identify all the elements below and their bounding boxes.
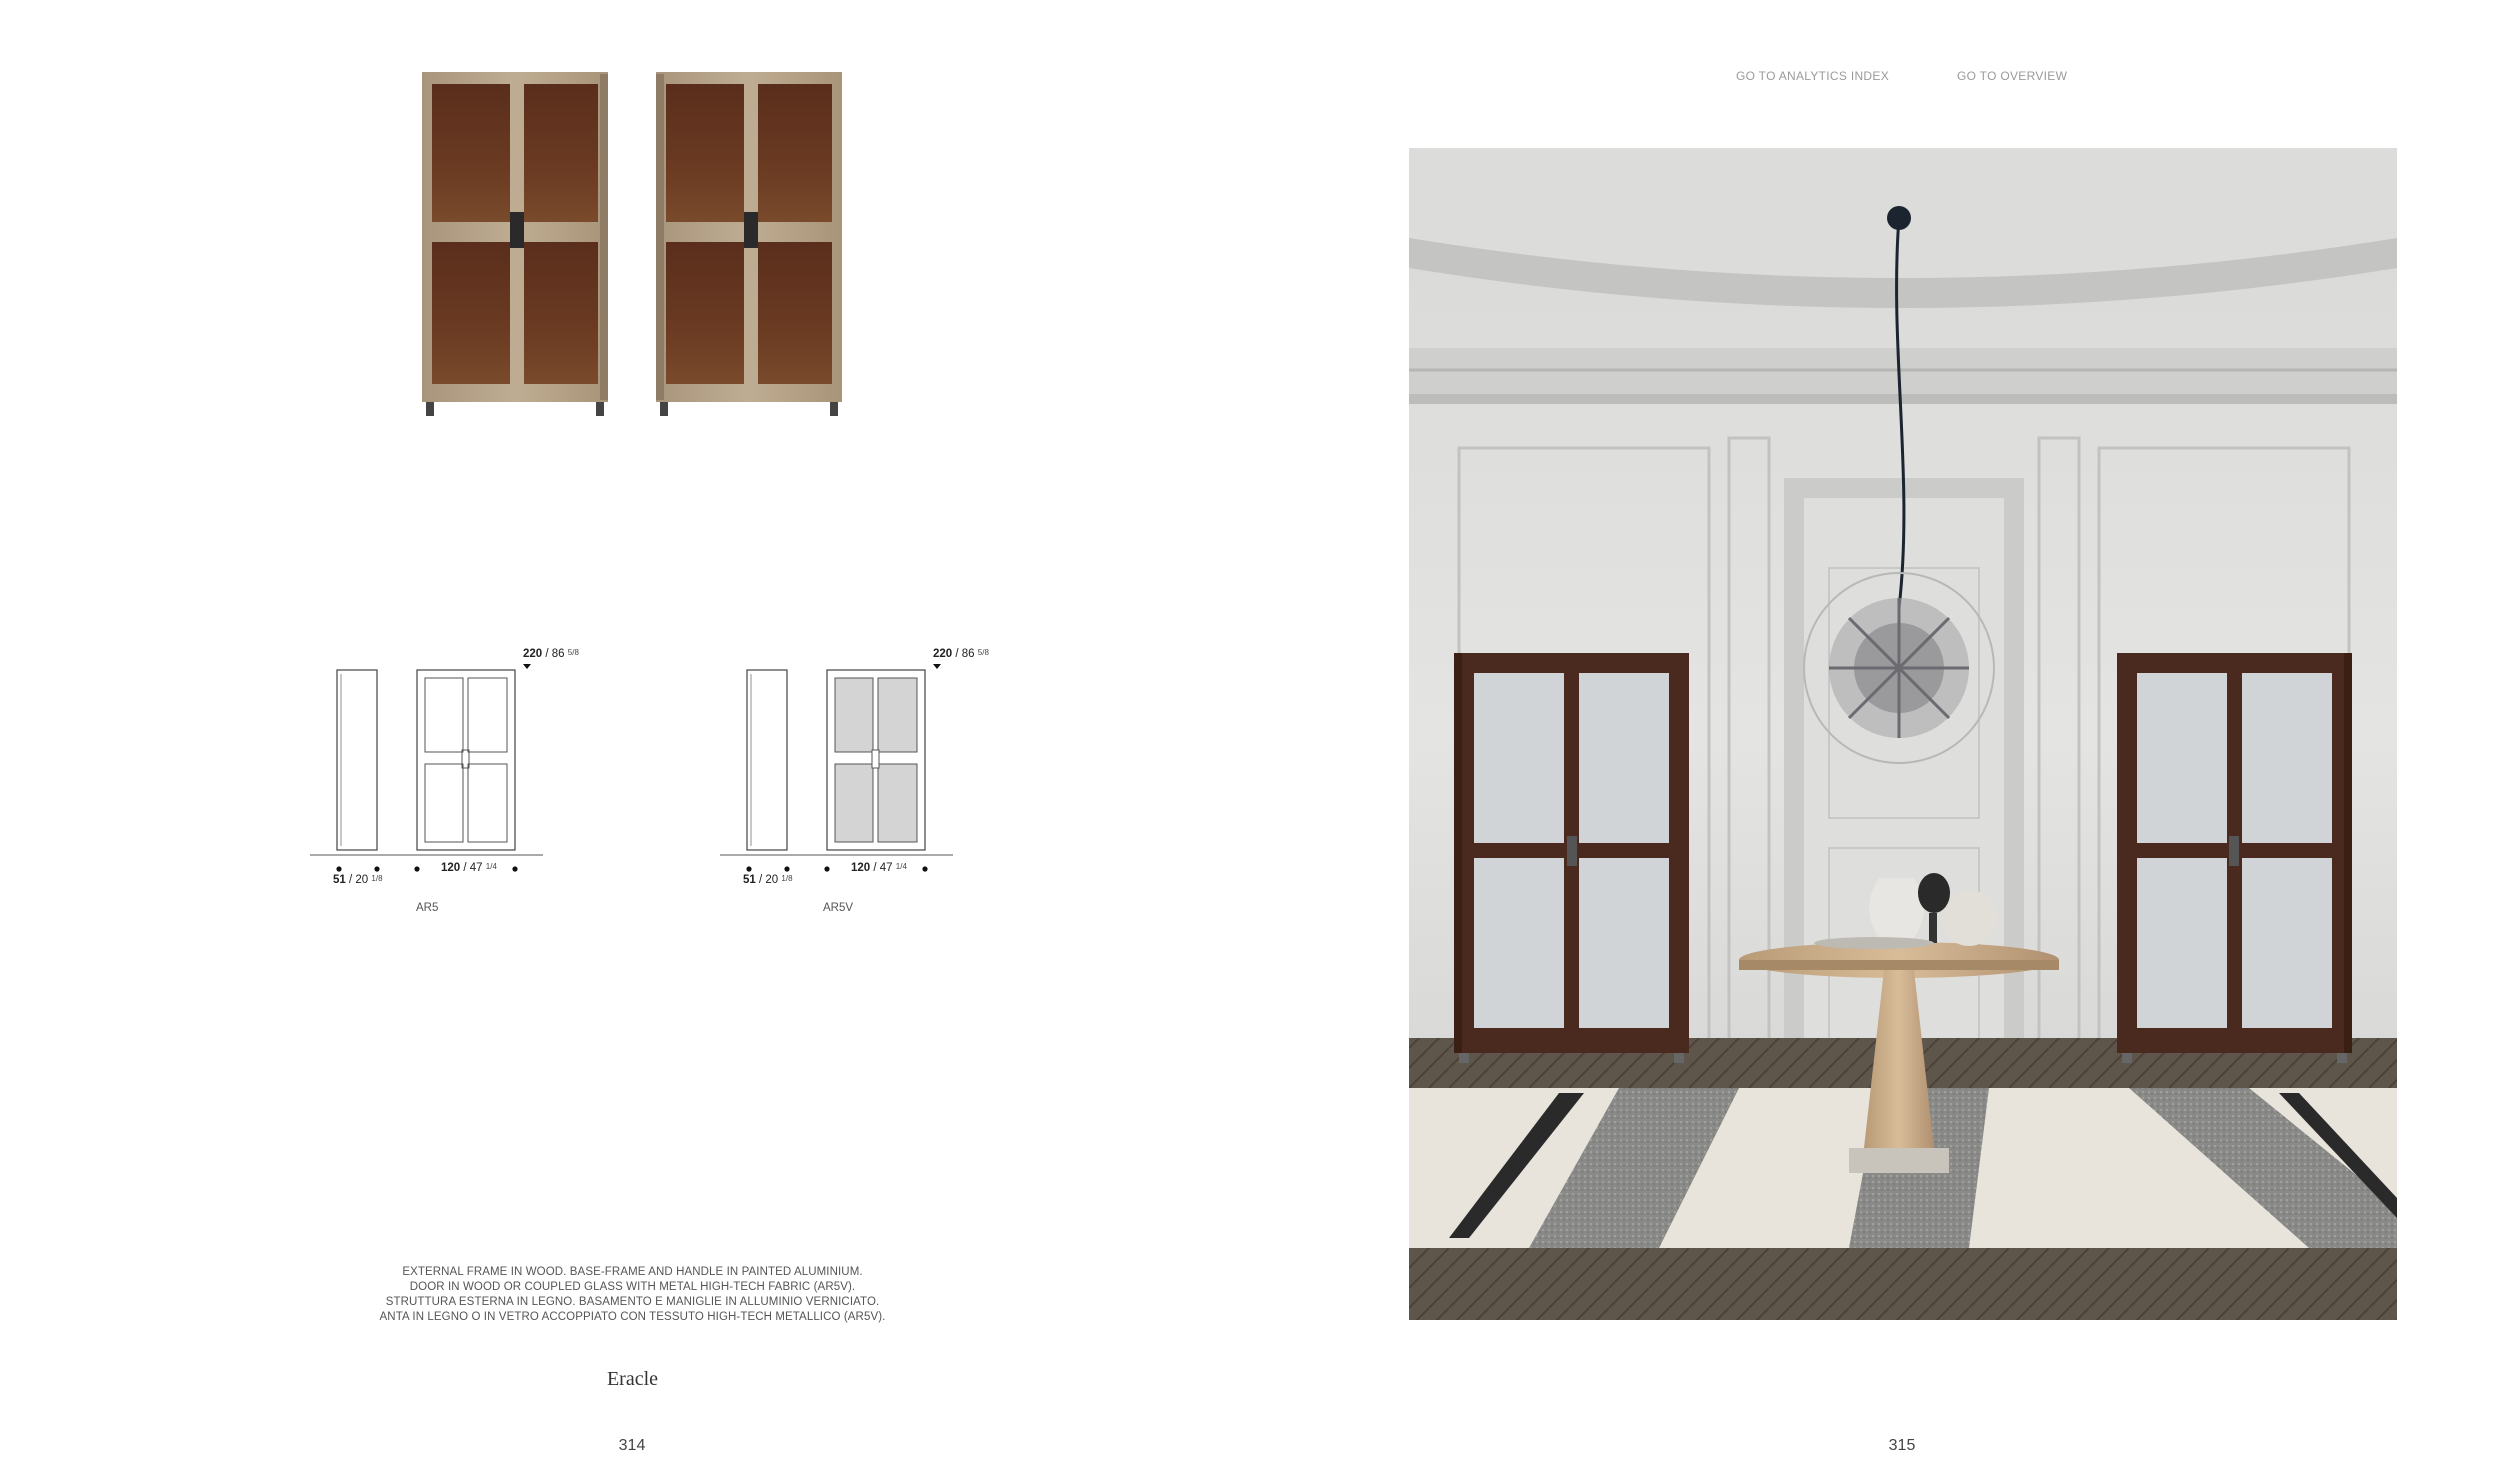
technical-drawing-ar5v	[715, 640, 1175, 914]
page-number-right: 315	[1888, 1437, 1916, 1454]
go-to-overview-link[interactable]: GO TO OVERVIEW	[1957, 69, 2068, 83]
description-line: DOOR IN WOOD OR COUPLED GLASS WITH METAL HIGH-TECH FABRIC (AR5V).	[409, 1281, 856, 1293]
description-line: ANTA IN LEGNO O IN VETRO ACCOPPIATO CON TESSUTO HIGH-TECH METALLICO (AR5V).	[379, 1311, 886, 1323]
model-code: AR5V	[823, 902, 854, 914]
room-cabinet-right	[2117, 653, 2352, 1063]
depth-fraction: 1/8	[371, 874, 383, 883]
product-description	[300, 1265, 965, 1325]
height-value: 220	[933, 648, 953, 660]
width-inch: / 47	[873, 862, 893, 874]
height-inch: / 86	[955, 648, 975, 660]
room-photo	[1409, 148, 2397, 1320]
depth-value: 51	[743, 874, 756, 886]
room-cabinet-left	[1454, 653, 1689, 1063]
product-photo	[410, 60, 890, 425]
description-line: STRUTTURA ESTERNA IN LEGNO. BASAMENTO E MANIGLIE IN ALLUMINIO VERNICIATO.	[385, 1296, 880, 1308]
depth-inch: / 20	[759, 874, 779, 886]
width-value: 120	[851, 862, 871, 874]
height-fraction: 5/8	[567, 648, 579, 657]
cabinet-photo-1	[422, 72, 608, 416]
page-number-left: 314	[618, 1437, 646, 1454]
description-line: EXTERNAL FRAME IN WOOD. BASE-FRAME AND HANDLE IN PAINTED ALUMINIUM.	[402, 1266, 863, 1278]
go-to-analytics-index-link[interactable]: GO TO ANALYTICS INDEX	[1736, 69, 1890, 83]
product-name: Eracle	[606, 1368, 659, 1390]
model-code: AR5	[416, 902, 439, 914]
cabinet-photo-2	[656, 72, 842, 416]
width-value: 120	[441, 862, 461, 874]
technical-drawing-ar5	[305, 640, 765, 914]
depth-value: 51	[333, 874, 346, 886]
width-fraction: 1/4	[485, 862, 497, 871]
width-inch: / 47	[463, 862, 483, 874]
width-fraction: 1/4	[895, 862, 907, 871]
height-inch: / 86	[545, 648, 565, 660]
height-fraction: 5/8	[977, 648, 989, 657]
height-value: 220	[523, 648, 543, 660]
depth-inch: / 20	[349, 874, 369, 886]
depth-fraction: 1/8	[781, 874, 793, 883]
